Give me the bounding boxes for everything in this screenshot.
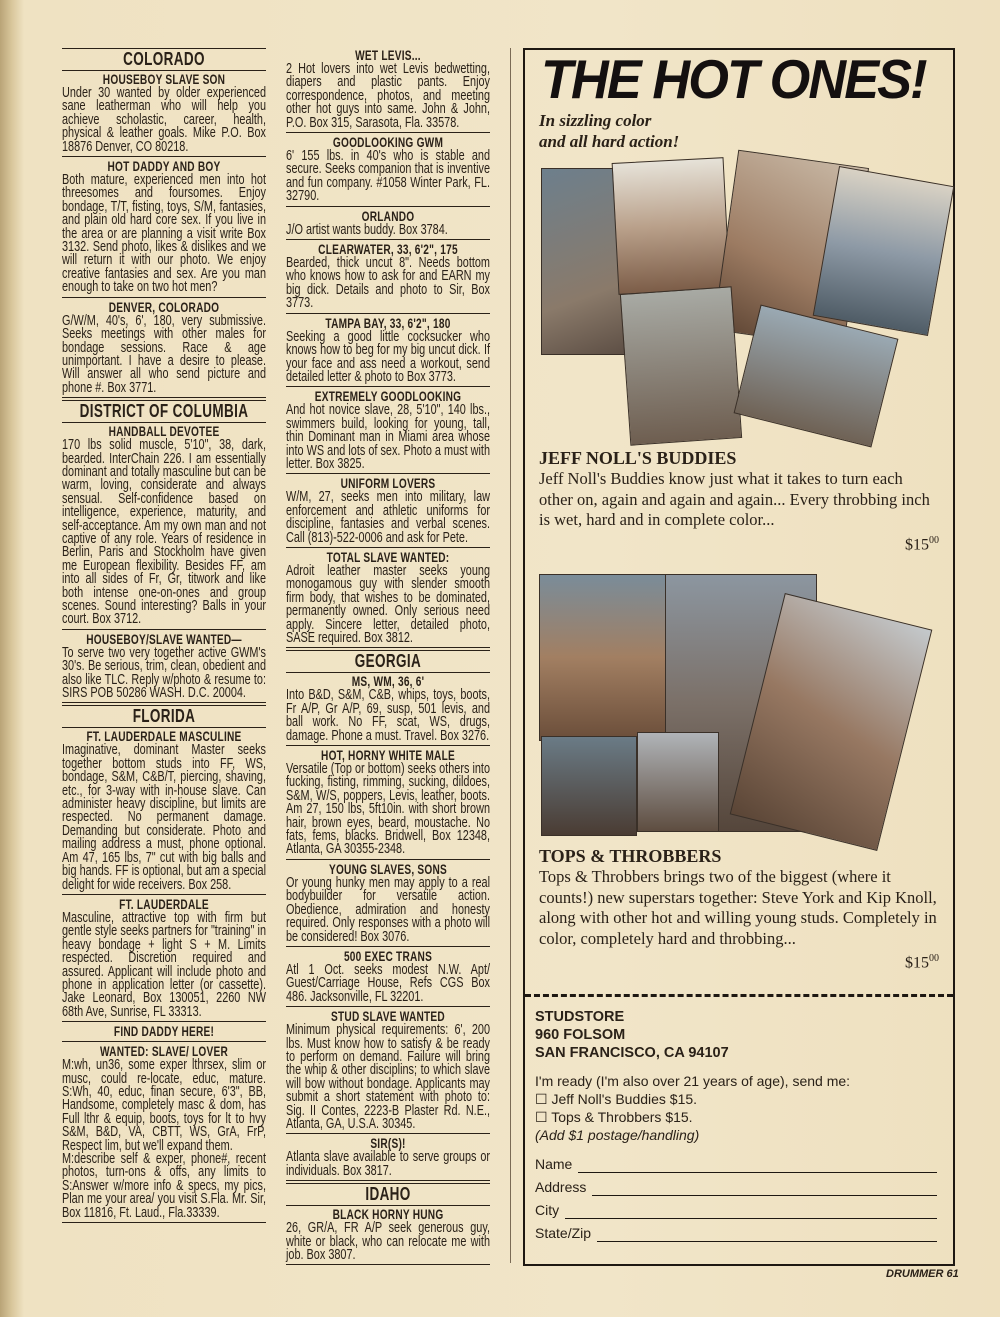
- ad-body: [286, 562, 490, 646]
- classified-ad: [286, 476, 490, 548]
- ad-paragraph: 2 Hot lovers into wet Levis bedwetting, diapers and plastic pants. Enjoy correspondence, photos, and meeting other hot guys into same. John & John, P.O. Box 315, Sarasota, Fla. 33578.: [286, 61, 490, 131]
- ad-body: [286, 150, 490, 204]
- product-1-description: Jeff Noll's Buddies know just what it takes to turn each other on, again and again and again... Every throbbing inch is wet, hard and in complete color...: [539, 469, 930, 529]
- product-2-title: TOPS & THROBBERS: [539, 846, 722, 866]
- ad-title: THE HOT ONES!: [541, 48, 926, 110]
- ad-paragraph: Versatile (Top or bottom) seeks others into fucking, fisting, rimming, sucking, dildoes, S&M, W/S, poppers, Levis, leather, boots. Am 27, 150 lbs, 5ft10in. with short brown hair, brown eyes, beard, moustache. No fats, fems, blacks. Bridwell, Box 12348, Atlanta, GA 30355-2348.: [286, 761, 490, 858]
- classified-ad: [286, 48, 490, 133]
- state-heading: FLORIDA: [62, 705, 266, 728]
- product-1-block: [539, 448, 939, 555]
- ad-paragraph: J/O artist wants buddy. Box 3784.: [286, 221, 448, 238]
- ad-paragraph: Adroit leather master seeks young monogamous guy with slender smooth firm body, that wishes to be dominated, permanently owned. Only serious need apply. Sincere letter, detailed photo, SASE required. Box 3812.: [286, 562, 490, 646]
- product-photo-tops-throbbers-4: [620, 286, 742, 445]
- ad-body: [286, 1222, 490, 1262]
- classified-ad: [286, 389, 490, 474]
- name-field[interactable]: [535, 1156, 937, 1173]
- classified-ad: [62, 897, 266, 1022]
- classified-ad: [62, 159, 266, 298]
- ad-body: [62, 1059, 266, 1220]
- ad-paragraph: Bearded, thick uncut 8". Needs bottom who knows how to ask for and EARN my big dick. Details and photo to Sir, Box 3773.: [286, 255, 490, 312]
- order-form: [535, 1072, 945, 1144]
- ad-headline: UNIFORM LOVERS: [340, 476, 436, 492]
- ad-paragraph: Both mature, experienced men into hot threesomes and foursomes. Enjoy bondage, T/T, fisting, toys, S/M, fantasies, and plain old hard core sex. If you live in the area or are planning a visit write Box 3132. Send photo, likes & dislikes and we will return it with our photo. We enjoy creative fantasies and sex. Are you man enough to take on two hot men?: [62, 172, 266, 296]
- store-city: SAN FRANCISCO, CA 94107: [535, 1045, 729, 1061]
- ad-paragraph: Or young hunky men may apply to a real bodybuilder for versatile action. Obedience, admiration and honesty required. Only responses with a photo will be considered! Box 3076.: [286, 874, 490, 945]
- classified-ad: [62, 1044, 266, 1223]
- state-zip-field[interactable]: [535, 1225, 937, 1242]
- ad-body: [62, 312, 266, 396]
- ad-paragraph: 6' 155 lbs. in 40's who is stable and secure. Seeks companion that is inventive and fun company. #1058 Winter Park, FL. 32790.: [286, 148, 490, 205]
- classified-ad: [62, 1024, 266, 1042]
- ad-body: [62, 174, 266, 295]
- column-divider: [510, 48, 511, 1263]
- ad-paragraph: Masculine, attractive top with firm but gentle style seeks partners for "training" in heavy bondage + light S + M. Limits respected. Discretion required and assured. Applicant will include photo and phone in application letter (or cassette). Jake Leonard, Box 130051, 2260 NW 68th Ave, Sunrise, FL 33313.: [62, 909, 266, 1020]
- ad-body: [286, 1151, 490, 1178]
- product-2-price: [539, 949, 939, 973]
- address-label: Address: [535, 1179, 587, 1195]
- ad-headline: EXTREMELY GOODLOOKING: [314, 389, 462, 405]
- ad-paragraph: To serve two very together active GWM's 30's. Be serious, trim, clean, obedient and also like TLC. Reply w/photo & resume to: SIRS POB 50286 WASH. D.C. 20004.: [62, 644, 266, 702]
- ad-paragraph: 170 lbs solid muscle, 5'10", 38, dark, bearded. InterChain 226. I am essentially dominant and totally masculine but can be warm, loving, considerate and always sensual. Self-confidence based on intelligence, experience, maturity, and self-acceptance. Am my own man and not captive of any role. Years of residence in Berlin, Paris and Stockholm have given me European flexibility. Besides FF, am into all sides of Fr, Gr, titwork and like both intense one-on-ones and group scenes. Sound interesting? Balls in your court. Box 3712.: [62, 437, 266, 628]
- ad-headline: HOUSEBOY/SLAVE WANTED—: [86, 631, 242, 647]
- classified-ad: [286, 316, 490, 388]
- ad-headline: HOUSEBOY SLAVE SON: [102, 72, 226, 87]
- option-tops-throbbers-checkbox[interactable]: ☐ Tops & Throbbers $15.: [535, 1109, 693, 1125]
- classified-ad: [286, 209, 490, 240]
- state-zip-line[interactable]: [597, 1229, 937, 1242]
- address-field[interactable]: [535, 1179, 937, 1196]
- ad-headline: WANTED: SLAVE/ LOVER: [99, 1044, 229, 1060]
- ad-paragraph: Atl 1 Oct. seeks modest N.W. Apt/ Guest/Carriage House, Refs CGS Box 486. Jacksonville, FL 32201.: [286, 961, 490, 1005]
- subtitle-line-1: In sizzling color: [539, 111, 652, 130]
- ad-body: [286, 404, 490, 471]
- classified-ad: [286, 862, 490, 947]
- ad-headline: BLACK HORNY HUNG: [332, 1207, 444, 1223]
- classified-ad: [62, 424, 266, 630]
- subtitle-line-2: and all hard action!: [539, 132, 680, 151]
- ad-paragraph: W/M, 27, seeks men into military, law enforcement and athletic uniforms for discipline, fantasies and verbal scenes. Call (813)-522-0006 and ask for Pete.: [286, 489, 490, 546]
- ad-body: [62, 87, 266, 154]
- ad-headline: FIND DADDY HERE!: [113, 1024, 215, 1040]
- ad-headline: ORLANDO: [361, 208, 415, 224]
- ad-headline: HOT, HORNY WHITE MALE: [321, 748, 455, 764]
- ad-body: [62, 744, 266, 891]
- ad-body: [286, 874, 490, 945]
- ad-paragraph: M:describe self & exper, phone#, recent photos, turn-ons & offs, any limits to S:Answer w/more info & specs, my pics, Plan me your area/ you visit S.Fla. Mr. Sir, Box 11816, Ft. Laud., Fla.33339.: [62, 1151, 266, 1221]
- ad-headline: HOT DADDY AND BOY: [107, 159, 221, 175]
- classified-ad: [286, 1136, 490, 1181]
- price-dollars: $15: [905, 954, 929, 972]
- product-2-description: Tops & Throbbers brings two of the biggest (where it counts!) new superstars together: Steve York and Kip Knoll, along with other hot and willing young studs. Completely in color, completely hard and throbbing...: [539, 867, 937, 948]
- ad-body: [286, 491, 490, 545]
- ad-headline: YOUNG SLAVES, SONS: [328, 861, 448, 877]
- classified-ad: [286, 1207, 490, 1265]
- state-zip-label: State/Zip: [535, 1225, 592, 1241]
- ad-headline: SIR(S)!: [370, 1136, 406, 1152]
- product-1-title: JEFF NOLL'S BUDDIES: [539, 448, 737, 468]
- classifieds-column-2: [286, 48, 558, 1267]
- price-cents: 00: [929, 953, 939, 964]
- name-line[interactable]: [578, 1160, 937, 1173]
- ad-headline: HANDBALL DEVOTEE: [108, 424, 220, 440]
- classified-ad: [62, 72, 266, 157]
- product-photo-buddies-3: [541, 736, 637, 836]
- hot-ones-ad: [523, 48, 955, 1266]
- ad-body: [286, 689, 490, 743]
- ad-paragraph: 26, GR/A, FR A/P seek generous guy, white or black, who can relocate me with job. Box 3807.: [286, 1220, 490, 1263]
- city-field[interactable]: [535, 1202, 937, 1219]
- product-photo-tops-throbbers-3: [813, 166, 955, 336]
- ad-headline: MS, WM, 36, 6': [351, 674, 425, 690]
- classified-ad: [286, 949, 490, 1007]
- ad-paragraph: G/W/M, 40's, 6', 180, very submissive. Seeks meetings with other males for bondage sessions. Race & age unimportant. I have a desire to please. Will answer all who send picture and phone #. Box 3771.: [62, 312, 266, 396]
- ad-body: [286, 328, 490, 385]
- ad-headline: 500 EXEC TRANS: [343, 948, 433, 964]
- ad-paragraph: Into B&D, S&M, C&B, whips, toys, boots, Fr A/P, Gr A/P, 69, susp, 501 levis, and ball work. No FF, scat, WS, drugs, damage. Phone a must. Travel. Box 3276.: [286, 687, 490, 744]
- address-line[interactable]: [592, 1183, 937, 1196]
- product-photo-tops-throbbers-cover: [612, 157, 731, 295]
- ad-paragraph: Minimum physical requirements: 6', 200 lbs. Must know how to satisfy & be ready to perform on demand. Failure will bring the whip & other disciplins; to which slave will bow without bondage. Applicants may submit a short statement with photo to: Sig. II Contes, 2223-B Plaster Rd. N.E., Atlanta, GA, U.S.A. 30345.: [286, 1022, 490, 1132]
- ad-body: [286, 221, 490, 238]
- state-heading: COLORADO: [62, 48, 266, 71]
- ad-headline: WET LEVIS...: [355, 48, 421, 63]
- classified-ad: [286, 1009, 490, 1134]
- ad-body: [286, 257, 490, 311]
- ad-headline: CLEARWATER, 33, 6'2", 175: [318, 242, 458, 258]
- classified-ad: [286, 674, 490, 746]
- ad-paragraph: Atlanta slave available to serve groups or individuals. Box 3817.: [286, 1149, 490, 1179]
- order-intro: I'm ready (I'm also over 21 years of age), send me:: [535, 1073, 851, 1089]
- classified-ad: [62, 729, 266, 894]
- ad-headline: DENVER, COLORADO: [108, 299, 220, 315]
- state-heading: GEORGIA: [286, 650, 490, 673]
- store-name: STUDSTORE: [535, 1009, 625, 1025]
- price-cents: 00: [929, 534, 939, 546]
- product-photo-buddies-4: [637, 732, 719, 832]
- product-2-block: [539, 846, 939, 973]
- ad-body: [62, 909, 266, 1020]
- ad-body: [286, 763, 490, 857]
- option-buddies-checkbox[interactable]: ☐ Jeff Noll's Buddies $15.: [535, 1091, 698, 1107]
- ad-headline: TAMPA BAY, 33, 6'2", 180: [325, 315, 451, 331]
- ad-paragraph: And hot novice slave, 28, 5'10", 140 lbs., swimmers build, looking for young, tall, thin Dominant man in Miami area whose into WS and lots of sex. Photo a must with letter. Box 3825.: [286, 402, 490, 472]
- name-label: Name: [535, 1156, 573, 1172]
- ad-subtitle: [539, 110, 679, 152]
- postage-note: (Add $1 postage/handling): [535, 1127, 700, 1143]
- store-street: 960 FOLSOM: [535, 1027, 626, 1043]
- ad-body: [62, 644, 266, 702]
- classified-ad: [286, 135, 490, 207]
- ad-paragraph: Under 30 wanted by older experienced sane leatherman who will help you achieve scholastic, career, health, physical & leather goals. Mike P.O. Box 18876 Denver, CO 80218.: [62, 85, 266, 155]
- ad-paragraph: Seeking a good little cocksucker who knows how to beg for my big uncut dick. If your face and ass need a workout, send detailed letter & photo to Box 3773.: [286, 328, 490, 385]
- product-photo-buddies-cover: [539, 574, 671, 741]
- classified-ad: [286, 550, 490, 648]
- ad-body: [286, 63, 490, 130]
- ad-headline: TOTAL SLAVE WANTED:: [326, 549, 450, 565]
- ad-paragraph: M:wh, un36, some exper lthrsex, slim or musc, could re-locate, educ, mature. S:Wh, 40, educ, finan secure, 6'3", BB, Handsome, completely masc & dom, has Full lthr & equip, boots, toys for lt to hvy S&M, B&D, VA, CBTT, WS, GrA, FrP, Respect lim, but we'll expand them.: [62, 1057, 266, 1154]
- coupon-cut-line: [525, 994, 953, 997]
- product-1-price: [539, 531, 939, 555]
- classified-ad: [62, 300, 266, 398]
- ad-headline: STUD SLAVE WANTED: [331, 1009, 445, 1025]
- ad-body: [286, 1024, 490, 1131]
- classified-ad: [286, 748, 490, 860]
- state-heading: IDAHO: [286, 1183, 490, 1206]
- city-label: City: [535, 1202, 560, 1218]
- state-heading: DISTRICT OF COLUMBIA: [62, 400, 266, 423]
- price-dollars: $15: [905, 535, 929, 553]
- ad-headline: FT. LAUDERDALE MASCULINE: [86, 729, 242, 745]
- classified-ad: [62, 632, 266, 704]
- ad-body: [286, 961, 490, 1005]
- store-address: [535, 1008, 729, 1062]
- ad-body: [62, 439, 266, 627]
- city-line[interactable]: [565, 1206, 937, 1219]
- ad-paragraph: Imaginative, dominant Master seeks together bottom studs into FF, WS, bondage, S&M, C&B/T, piercing, shaving, etc., for 3-way with in-house slave. Can administer heavy discipline, but limits are respected. No permanent damage. Demanding but considerate. Photo and mailing address a must, phone optional. Am 47, 165 lbs, 7" cut with big balls and big hands. FF is optional, but am a special delight for wide receivers. Box 258.: [62, 742, 266, 893]
- page-footer: DRUMMER 61: [886, 1268, 959, 1280]
- classified-ad: [286, 242, 490, 314]
- ad-headline: FT. LAUDERDALE: [119, 896, 209, 912]
- ad-headline: GOODLOOKING GWM: [332, 135, 444, 151]
